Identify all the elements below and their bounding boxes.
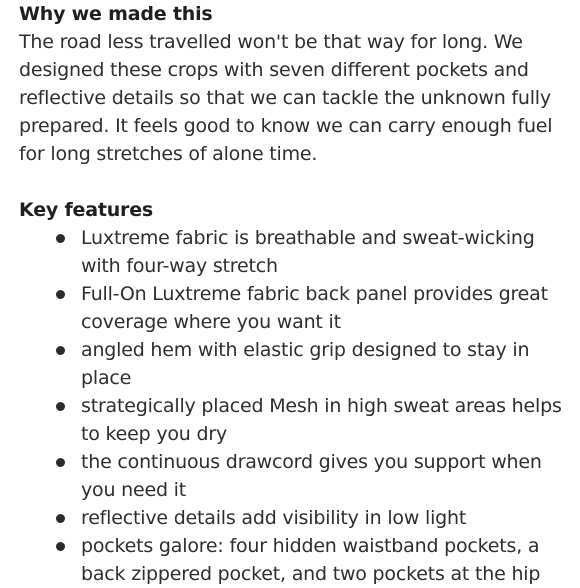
feature-text: the continuous drawcord gives you support when you need it	[81, 451, 542, 501]
feature-text: pockets galore: four hidden waistband pockets, a back zippered pocket, and two pockets at the hip	[81, 535, 541, 585]
bullet-icon	[56, 346, 65, 355]
feature-text: reflective details add visibility in low light	[81, 507, 467, 529]
why-we-made-this-text: The road less travelled won't be that way for long. We designed these crops with seven different pockets and reflective details so that we can tackle the unknown fully prepared. It feels good to know we can carry enough fuel for long stretches of alone time.	[19, 31, 553, 165]
feature-item	[19, 448, 575, 504]
feature-item	[19, 392, 575, 448]
bullet-icon	[56, 290, 65, 299]
feature-text: Full-On Luxtreme fabric back panel provides great coverage where you want it	[81, 283, 548, 333]
why-we-made-this-heading: Why we made this	[19, 3, 213, 25]
bullet-icon	[56, 402, 65, 411]
feature-item	[19, 336, 575, 392]
feature-item	[19, 224, 575, 280]
product-description	[19, 0, 575, 588]
bullet-icon	[56, 234, 65, 243]
feature-item	[19, 504, 575, 532]
bullet-icon	[56, 458, 65, 467]
key-features-heading: Key features	[19, 199, 154, 221]
key-features-list	[19, 224, 575, 588]
section-spacer	[19, 168, 575, 196]
bullet-icon	[56, 514, 65, 523]
feature-text: Luxtreme fabric is breathable and sweat-wicking with four-way stretch	[81, 227, 535, 277]
feature-item	[19, 280, 575, 336]
feature-text: angled hem with elastic grip designed to stay in place	[81, 339, 530, 389]
feature-text: strategically placed Mesh in high sweat areas helps to keep you dry	[81, 395, 562, 445]
bullet-icon	[56, 542, 65, 551]
